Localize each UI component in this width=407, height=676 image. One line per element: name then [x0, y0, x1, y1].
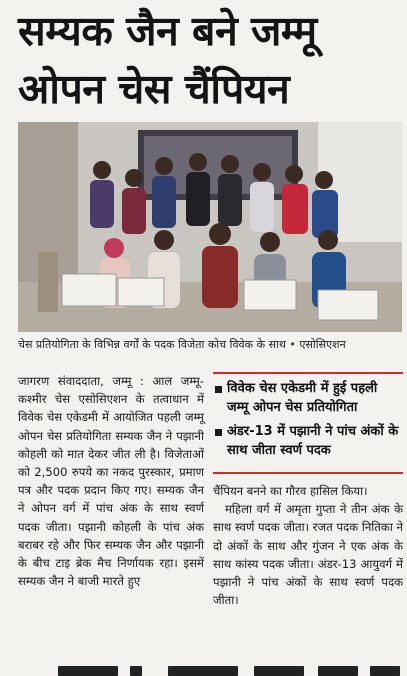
highlights-box	[213, 374, 403, 472]
headline-line-1: सम्यक जैन बने जम्मू	[18, 7, 317, 55]
article-paragraph: जागरण संवाददाता, जम्मू : आल जम्मू-कश्मीर चेस एसोसिएशन के तत्वाधान में विवेक चेस एकेडमी में आयोजित पहली जम्मू ओपन चेस प्रतियोगिता सम्यक जैन ने पझानी कोहली को मात देकर जीत ली है। विजेताओं को 2,500 रुपये का नकद पुरस्कार, प्रमाण पत्र और पदक प्रदान किए गए। सम्यक जैन ने ओपन वर्ग में पांच अंक के साथ स्वर्ण पदक जीता। पझानी कोहली के पांच अंक बराबर रहे और फिर सम्यक जैन और पझानी के बीच टाइ ब्रेक मैच निर्णायक रहा। इसमें सम्यक जैन ने बाजी मारते हुए	[18, 374, 204, 589]
highlight-bottom-rule	[213, 472, 403, 474]
caption-separator: •	[289, 338, 296, 351]
caption-text: चेस प्रतियोगिता के विभिन्न वर्गों के पदक विजेता कोच विवेक के साथ	[18, 338, 286, 351]
article-left-column	[18, 372, 204, 590]
photo-caption	[18, 337, 402, 353]
group-photo-illustration	[18, 122, 402, 332]
photo-credit: एसोसिएशन	[299, 338, 346, 351]
article-right-column	[213, 372, 403, 609]
highlight-item	[213, 423, 403, 460]
next-headline-cutoff	[18, 660, 402, 676]
square-bullet-icon	[215, 429, 222, 436]
article-paragraph: चैंपियन बनने का गौरव हासिल किया।	[213, 484, 368, 498]
headline-line-2: ओपन चेस चैंपियन	[18, 65, 290, 113]
article-right-text	[213, 482, 403, 609]
highlight-text: अंडर-13 में पझानी ने पांच अंकों के साथ जीता स्वर्ण पदक	[227, 424, 399, 458]
highlight-text: विवेक चेस एकेडमी में हुई पहली जम्मू ओपन चेस प्रतियोगिता	[227, 381, 378, 415]
headline	[18, 2, 403, 118]
article-paragraph: महिला वर्ग में अमृता गुप्ता ने तीन अंक के साथ स्वर्ण पदक जीता। रजत पदक नितिका ने दो अंकों के साथ और गुंजन ने एक अंक के साथ कांस्य पदक जीता। अंडर-13 आयुवर्ग में पझानी ने पांच अंकों के साथ स्वर्ण पदक जीता।	[213, 502, 403, 608]
news-photo	[18, 122, 402, 332]
square-bullet-icon	[215, 386, 222, 393]
highlight-item	[213, 380, 403, 417]
